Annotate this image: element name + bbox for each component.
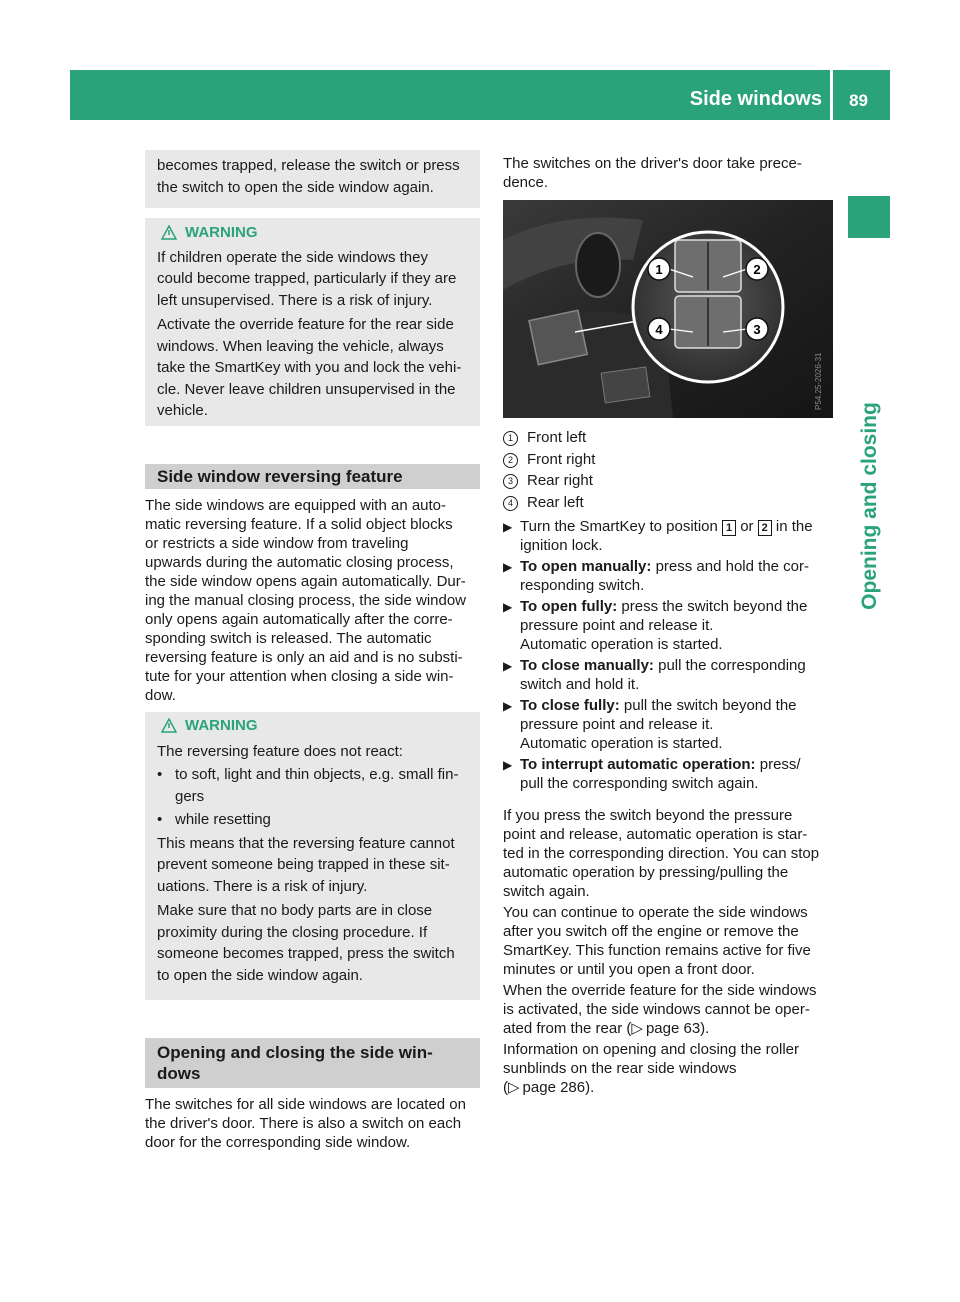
- text-line: prevent someone being trapped in these sit-: [157, 856, 450, 873]
- warning-box-children: [145, 218, 480, 426]
- text-fragment: 2: [503, 453, 518, 468]
- text-fragment: pull the corresponding: [658, 657, 806, 674]
- text-fragment: 1: [722, 520, 736, 536]
- text-fragment: You can continue to operate the side windows: [503, 904, 808, 921]
- text-fragment: switch again.: [503, 883, 590, 900]
- legend-item-front-left: [503, 427, 838, 449]
- text-line: ing the manual closing process, the side window: [145, 592, 467, 609]
- text-fragment: 4: [503, 496, 518, 511]
- figure-code: P54.25-2026-31: [814, 352, 823, 410]
- text-fragment: switch and hold it.: [520, 676, 640, 693]
- legend-item-rear-left: [503, 492, 838, 514]
- text-line: uations. There is a risk of injury.: [157, 877, 368, 895]
- right-body: [503, 806, 838, 1097]
- opening-body: [145, 1095, 480, 1152]
- text-fragment: pressure point and release it.: [520, 617, 714, 634]
- page-ref-link-63[interactable]: page 63: [645, 1020, 701, 1037]
- text-line: could become trapped, particularly if they are: [157, 270, 457, 287]
- callout-4: [648, 318, 670, 340]
- text-line: to soft, light and thin objects, e.g. small fin-: [175, 766, 459, 783]
- text-fragment: Front right: [527, 450, 596, 468]
- paragraph-pressure-point: [503, 806, 838, 901]
- text-line: becomes trapped, release the switch or press: [157, 157, 460, 174]
- text-fragment: (: [503, 1079, 508, 1096]
- warning-label: WARNING: [185, 717, 258, 734]
- text-line: The side windows are equipped with an auto-: [145, 497, 447, 514]
- text-line: or restricts a side window from traveling: [145, 535, 409, 552]
- text-line: someone becomes trapped, press the switch: [157, 945, 455, 962]
- text-fragment: press and hold the cor-: [655, 558, 809, 575]
- text-fragment: Front left: [527, 429, 587, 446]
- text-fragment: pressure point and release it.: [520, 716, 714, 733]
- bullet-item: [157, 809, 468, 831]
- arrow-icon: ▶: [503, 600, 513, 614]
- text-line: dence.: [503, 174, 549, 191]
- text-fragment: ted in the corresponding direction. You can stop: [503, 845, 820, 862]
- arrow-icon: ▶: [503, 699, 513, 713]
- header-title: Side windows: [689, 88, 822, 110]
- text-fragment: ated from the rear (: [503, 1020, 632, 1037]
- text-line: gers: [175, 787, 205, 805]
- text-fragment: Rear left: [527, 493, 584, 511]
- step-open-fully: [503, 597, 838, 654]
- paragraph-override: [503, 981, 838, 1038]
- text-line: proximity during the closing procedure. If: [157, 923, 428, 941]
- bullet-item: [157, 764, 468, 807]
- arrow-icon: ▶: [503, 520, 513, 534]
- warning-triangle-icon: [161, 225, 177, 240]
- text-fragment: To interrupt automatic operation:: [520, 756, 756, 773]
- figure-intro: [503, 154, 838, 192]
- text-line: matic reversing feature. If a solid object blocks: [145, 516, 453, 533]
- paragraph-continue-operation: [503, 903, 838, 979]
- text-line: the side window opens again automatically. Dur-: [145, 573, 466, 590]
- text-line: vehicle.: [157, 402, 208, 419]
- step-turn-key: [503, 517, 838, 555]
- section-title: Opening and closing the side win-: [157, 1043, 433, 1062]
- text-fragment: 1: [655, 262, 663, 277]
- text-line: take the SmartKey with you and lock the vehi-: [157, 359, 462, 376]
- step-interrupt: [503, 755, 838, 793]
- arrow-icon: ▶: [503, 659, 513, 673]
- text-line: The reversing feature does not react:: [157, 742, 403, 760]
- chapter-tab-marker: [848, 196, 890, 238]
- text-fragment: To close fully:: [520, 697, 620, 714]
- text-fragment: Information on opening and closing the roller: [503, 1041, 800, 1058]
- instruction-steps: [503, 517, 838, 793]
- text-fragment: responding switch.: [520, 577, 645, 594]
- text-line: the switch to open the side window again.: [157, 178, 434, 196]
- text-fragment: after you switch off the engine or remove the: [503, 923, 799, 940]
- text-line: Make sure that no body parts are in close: [157, 902, 433, 919]
- section-heading-reversing: [145, 464, 480, 489]
- section-heading-opening: [145, 1038, 480, 1088]
- text-fragment: automatic operation by pressing/pulling the: [503, 864, 789, 881]
- text-fragment: press/: [759, 756, 801, 773]
- continued-warning-box: [145, 150, 480, 208]
- chapter-side-label: Opening and closing: [858, 402, 881, 610]
- text-fragment: in the: [775, 518, 813, 535]
- warning-heading: [161, 222, 468, 244]
- text-line: dow.: [145, 687, 176, 704]
- header-divider: [830, 70, 833, 120]
- text-fragment: To open manually:: [520, 558, 652, 575]
- text-fragment: 4: [655, 322, 663, 337]
- text-line: upwards during the automatic closing process,: [145, 554, 454, 571]
- text-fragment: To open fully:: [520, 598, 618, 615]
- page-number: 89: [849, 91, 868, 110]
- callout-1: [648, 258, 670, 280]
- text-fragment: To close manually:: [520, 657, 654, 674]
- page-header: [70, 70, 890, 120]
- warning-triangle-icon: [161, 718, 177, 733]
- legend-item-rear-right: [503, 470, 838, 492]
- figure-legend: [503, 427, 838, 513]
- reversing-body: [145, 496, 480, 705]
- warning-label: WARNING: [185, 224, 258, 241]
- text-fragment: ).: [585, 1079, 595, 1096]
- text-line: windows. When leaving the vehicle, always: [157, 337, 444, 355]
- text-line: to open the side window again.: [157, 966, 363, 984]
- text-fragment: minutes or until you open a front door.: [503, 961, 755, 978]
- text-fragment: 2: [753, 262, 761, 277]
- door-handle: [576, 233, 620, 297]
- text-fragment: point and release, automatic operation is star-: [503, 826, 808, 843]
- text-line: the driver's door. There is also a switch on each: [145, 1115, 462, 1132]
- text-fragment: or: [740, 518, 754, 535]
- section-title: Side window reversing feature: [157, 467, 403, 486]
- page-ref-link-286[interactable]: page 286: [522, 1079, 586, 1096]
- text-fragment: Automatic operation is started.: [520, 636, 723, 653]
- text-line: door for the corresponding side window.: [145, 1134, 411, 1151]
- text-line: while resetting: [175, 811, 271, 828]
- text-fragment: If you press the switch beyond the pressure: [503, 807, 793, 824]
- text-fragment: 2: [758, 520, 772, 536]
- text-line: only opens again automatically after the corre-: [145, 611, 453, 628]
- switch-panel-small: [529, 310, 587, 364]
- paragraph-roller-sunblinds: [503, 1040, 838, 1097]
- text-line: sponding switch is released. The automatic: [145, 630, 432, 647]
- text-fragment: Turn the SmartKey to position: [520, 518, 718, 535]
- text-line: If children operate the side windows they: [157, 248, 428, 266]
- step-close-fully: [503, 696, 838, 753]
- text-fragment: sunblinds on the rear side windows: [503, 1060, 737, 1077]
- legend-item-front-right: [503, 449, 838, 471]
- text-fragment: Rear right: [527, 472, 593, 489]
- door-switch-photo: [503, 200, 833, 418]
- text-fragment: ignition lock.: [520, 537, 603, 554]
- text-fragment: pull the corresponding switch again.: [520, 775, 759, 792]
- text-fragment: When the override feature for the side windows: [503, 982, 817, 999]
- text-fragment: SmartKey. This function remains active for five: [503, 942, 811, 959]
- text-fragment: ).: [700, 1020, 710, 1037]
- arrow-icon: ▶: [503, 758, 513, 772]
- bullet-icon: •: [157, 766, 163, 783]
- arrow-icon: ▶: [503, 560, 513, 574]
- warning-box-reversing: [145, 712, 480, 1000]
- text-line: The switches for all side windows are located on: [145, 1096, 466, 1113]
- text-line: This means that the reversing feature cannot: [157, 834, 455, 852]
- text-line: The switches on the driver's door take prece-: [503, 155, 802, 172]
- section-title: dows: [157, 1064, 201, 1083]
- text-fragment: pull the switch beyond the: [623, 697, 797, 714]
- text-fragment: 3: [503, 474, 518, 489]
- warning-heading: [161, 715, 468, 737]
- step-open-manually: [503, 557, 838, 595]
- text-fragment: 3: [753, 322, 761, 337]
- callout-3: [746, 318, 768, 340]
- text-line: Activate the override feature for the rear side: [157, 316, 454, 333]
- text-line: reversing feature is only an aid and is no substi-: [145, 649, 463, 666]
- text-line: tute for your attention when closing a side win-: [145, 668, 454, 685]
- step-close-manually: [503, 656, 838, 694]
- bullet-icon: •: [157, 811, 163, 828]
- page-ref-marker: ▷: [508, 1079, 520, 1096]
- text-line: cle. Never leave children unsupervised in the: [157, 380, 456, 398]
- text-fragment: 1: [503, 431, 518, 446]
- text-fragment: is activated, the side windows cannot be oper-: [503, 1001, 810, 1018]
- text-fragment: Automatic operation is started.: [520, 735, 723, 752]
- text-line: left unsupervised. There is a risk of injury.: [157, 291, 433, 309]
- callout-2: [746, 258, 768, 280]
- page-ref-marker: ▷: [631, 1020, 643, 1037]
- text-fragment: press the switch beyond the: [621, 598, 808, 615]
